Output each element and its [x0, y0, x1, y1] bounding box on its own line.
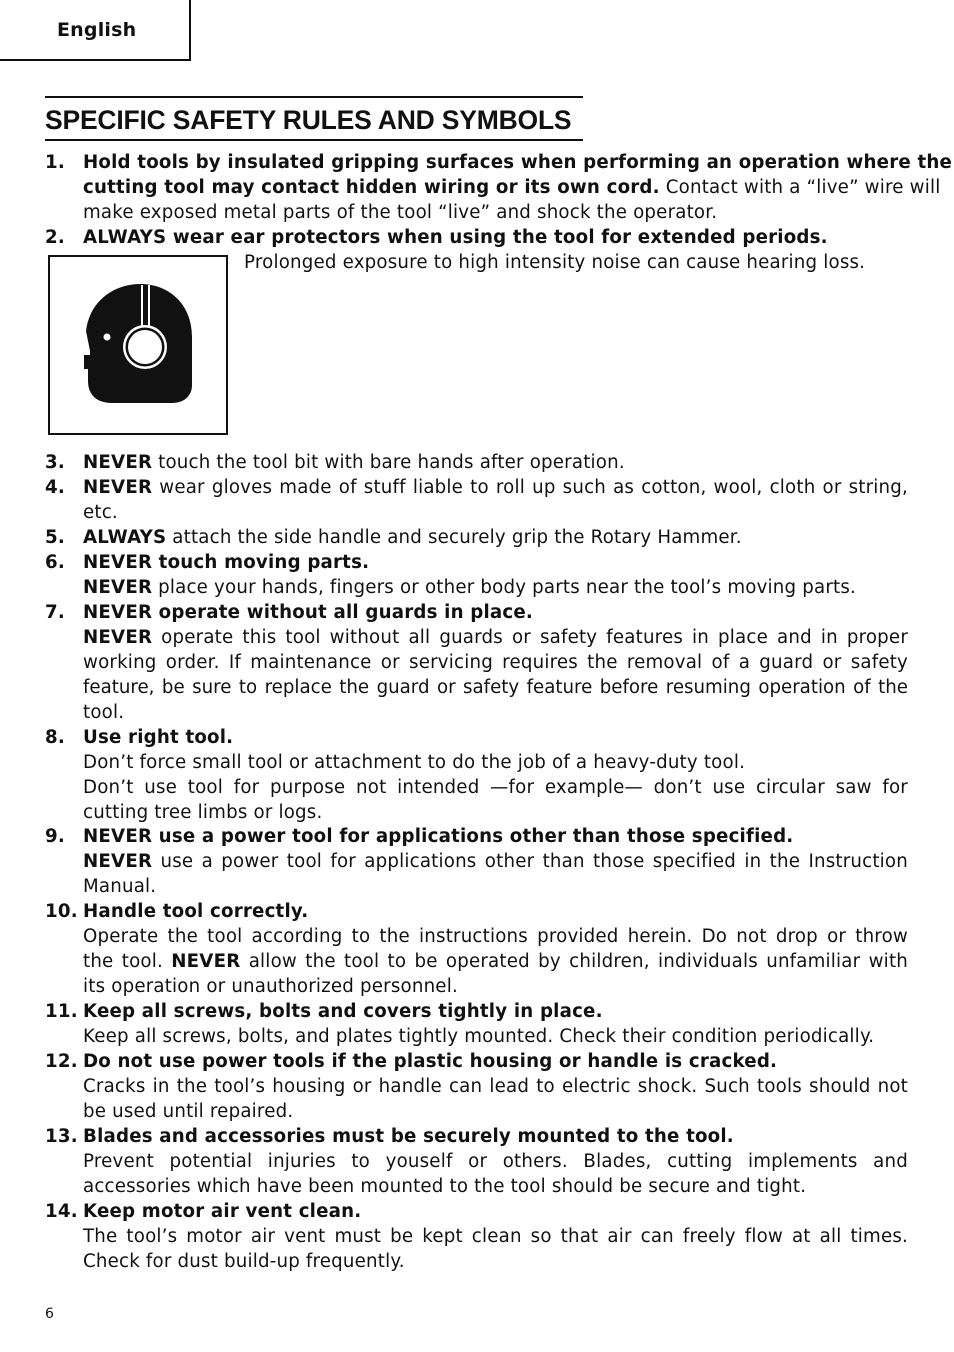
item-line: Keep all screws, bolts, and plates tightly mounted. Check their condition periodically. [83, 1026, 875, 1047]
item-line: NEVER use a power tool for applications other than those specified in the Instruction [83, 851, 908, 872]
item-line: Don’t use tool for purpose not intended —for example— don’t use circular saw for [83, 777, 908, 798]
item-line: make exposed metal parts of the tool “live” and shock the operator. [83, 202, 718, 223]
item-number: 4. [45, 477, 65, 498]
item-number: 6. [45, 552, 65, 573]
item-line: tool. [83, 702, 125, 723]
item-line: Cracks in the tool’s housing or handle can lead to electric shock. Such tools should not [83, 1076, 908, 1097]
item-number: 7. [45, 602, 65, 623]
item-line: Prolonged exposure to high intensity noise can cause hearing loss. [244, 252, 866, 273]
item-line: cutting tool may contact hidden wiring or its own cord. Contact with a “live” wire will [83, 177, 941, 198]
item-heading: Use right tool. [83, 727, 234, 748]
item-number: 10. [45, 901, 78, 922]
item-number: 1. [45, 152, 65, 173]
item-line: feature, be sure to replace the guard or safety feature before resuming operation of the [83, 677, 908, 698]
item-line: be used until repaired. [83, 1101, 294, 1122]
item-line: The tool’s motor air vent must be kept clean so that air can freely flow at all times. [83, 1226, 908, 1247]
item-line: ALWAYS attach the side handle and securely grip the Rotary Hammer. [83, 527, 742, 548]
item-heading: NEVER use a power tool for applications other than those specified. [83, 826, 794, 847]
item-line: NEVER operate this tool without all guards or safety features in place and in proper [83, 627, 908, 648]
item-line: Check for dust build-up frequently. [83, 1251, 405, 1272]
language-tab [0, 0, 191, 61]
language-label: English [57, 19, 137, 41]
item-line: Manual. [83, 876, 157, 897]
item-heading: Do not use power tools if the plastic housing or handle is cracked. [83, 1051, 778, 1072]
item-number: 13. [45, 1126, 78, 1147]
item-line: Don’t force small tool or attachment to do the job of a heavy-duty tool. [83, 752, 746, 773]
item-line: its operation or unauthorized personnel. [83, 976, 458, 997]
item-line: NEVER wear gloves made of stuff liable to roll up such as cotton, wool, cloth or string, [83, 477, 908, 498]
item-number: 11. [45, 1001, 78, 1022]
item-number: 9. [45, 826, 65, 847]
item-heading: Keep all screws, bolts and covers tightly in place. [83, 1001, 603, 1022]
item-number: 2. [45, 227, 65, 248]
item-line: ALWAYS wear ear protectors when using the tool for extended periods. [83, 227, 828, 248]
item-number: 8. [45, 727, 65, 748]
item-number: 14. [45, 1201, 78, 1222]
item-heading: Handle tool correctly. [83, 901, 309, 922]
item-line: Prevent potential injuries to youself or others. Blades, cutting implements and [83, 1151, 908, 1172]
item-number: 3. [45, 452, 65, 473]
item-line: Hold tools by insulated gripping surfaces when performing an operation where the [83, 152, 953, 173]
item-number: 5. [45, 527, 65, 548]
item-line: cutting tree limbs or logs. [83, 802, 323, 823]
ear-protector-icon [48, 255, 228, 435]
item-line: Operate the tool according to the instructions provided herein. Do not drop or throw [83, 926, 908, 947]
item-heading: NEVER operate without all guards in place. [83, 602, 534, 623]
item-line: the tool. NEVER allow the tool to be operated by children, individuals unfamiliar with [83, 951, 908, 972]
item-line: NEVER place your hands, fingers or other body parts near the tool’s moving parts. [83, 577, 856, 598]
item-heading: Blades and accessories must be securely mounted to the tool. [83, 1126, 734, 1147]
item-line: accessories which have been mounted to the tool should be secure and tight. [83, 1176, 807, 1197]
page-title: SPECIFIC SAFETY RULES AND SYMBOLS [45, 105, 572, 135]
item-line: etc. [83, 502, 118, 523]
item-line: working order. If maintenance or servicing requires the removal of a guard or safety [83, 652, 908, 673]
page-number: 6 [45, 1306, 55, 1322]
section-title [45, 96, 583, 141]
item-heading: Keep motor air vent clean. [83, 1201, 362, 1222]
item-line: NEVER touch the tool bit with bare hands after operation. [83, 452, 625, 473]
item-heading: NEVER touch moving parts. [83, 552, 370, 573]
item-number: 12. [45, 1051, 78, 1072]
